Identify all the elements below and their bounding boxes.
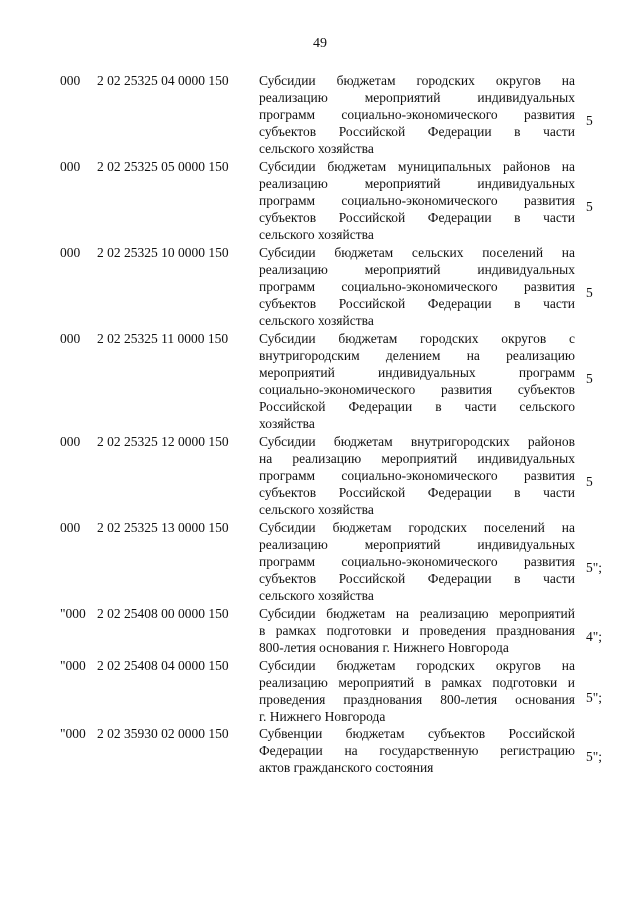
budget-classification-code: 2 02 35930 02 0000 150 <box>97 726 229 741</box>
admin-code: 000 <box>60 520 81 535</box>
description-line: субъектов Российской Федерации в части <box>259 571 575 587</box>
description-line: на реализацию мероприятий индивидуальных <box>259 451 575 467</box>
income-description <box>259 433 575 518</box>
description-line: сельского хозяйства <box>259 313 374 329</box>
description-line: реализацию мероприятий в рамках подготовки и <box>259 675 575 691</box>
description-line: сельского хозяйства <box>259 227 374 243</box>
description-line: социально-экономического развития субъектов <box>259 382 575 398</box>
description-line: реализацию мероприятий индивидуальных <box>259 262 575 278</box>
budget-classification-code: 2 02 25408 04 0000 150 <box>97 658 229 673</box>
description-line: Субсидии бюджетам муниципальных районов на <box>259 159 575 174</box>
description-line: хозяйства <box>259 416 315 432</box>
admin-code: "000 <box>60 726 86 741</box>
normative-value: 4"; <box>586 629 603 645</box>
description-line: актов гражданского состояния <box>259 760 434 776</box>
description-line: Субвенции бюджетам субъектов Российской <box>259 726 575 741</box>
admin-code: 000 <box>60 159 81 174</box>
budget-classification-code: 2 02 25325 05 0000 150 <box>97 159 229 174</box>
description-line: сельского хозяйства <box>259 141 374 157</box>
budget-classification-code: 2 02 25408 00 0000 150 <box>97 606 229 621</box>
income-description <box>259 519 575 604</box>
description-line: сельского хозяйства <box>259 502 374 518</box>
description-line: субъектов Российской Федерации в части <box>259 296 575 312</box>
description-line: программ социально-экономического развития <box>259 193 575 209</box>
description-line: Субсидии бюджетам внутригородских районов <box>259 434 575 449</box>
description-line: Субсидии бюджетам городских округов на <box>259 658 575 673</box>
description-line: Субсидии бюджетам сельских поселений на <box>259 245 575 260</box>
description-line: г. Нижнего Новгорода <box>259 709 386 725</box>
description-line: Субсидии бюджетам городских округов с <box>259 331 575 346</box>
description-line: программ социально-экономического развития <box>259 554 575 570</box>
budget-classification-code: 2 02 25325 04 0000 150 <box>97 73 229 88</box>
description-line: реализацию мероприятий индивидуальных <box>259 176 575 192</box>
description-line: 800-летия основания г. Нижнего Новгорода <box>259 640 509 656</box>
income-description <box>259 158 575 243</box>
description-line: Субсидии бюджетам городских поселений на <box>259 520 575 535</box>
description-line: реализацию мероприятий индивидуальных <box>259 90 575 106</box>
description-line: Российской Федерации в части сельского <box>259 399 575 415</box>
description-line: субъектов Российской Федерации в части <box>259 124 575 140</box>
admin-code: "000 <box>60 606 86 621</box>
admin-code: 000 <box>60 73 81 88</box>
description-line: программ социально-экономического развития <box>259 107 575 123</box>
normative-value: 5"; <box>586 560 603 576</box>
description-line: Субсидии бюджетам городских округов на <box>259 73 575 88</box>
description-line: реализацию мероприятий индивидуальных <box>259 537 575 553</box>
income-description <box>259 330 575 433</box>
description-line: программ социально-экономического развития <box>259 468 575 484</box>
admin-code: "000 <box>60 658 86 673</box>
normative-value: 5 <box>586 113 593 129</box>
description-line: Субсидии бюджетам на реализацию мероприятий <box>259 606 575 621</box>
normative-value: 5"; <box>586 749 603 765</box>
description-line: внутригородским делением на реализацию <box>259 348 575 364</box>
budget-classification-code: 2 02 25325 12 0000 150 <box>97 434 229 449</box>
income-description <box>259 244 575 329</box>
normative-value: 5 <box>586 199 593 215</box>
description-line: субъектов Российской Федерации в части <box>259 210 575 226</box>
page-number: 49 <box>313 36 327 51</box>
admin-code: 000 <box>60 331 81 346</box>
description-line: сельского хозяйства <box>259 588 374 604</box>
income-description <box>259 657 575 725</box>
normative-value: 5 <box>586 474 593 490</box>
description-line: субъектов Российской Федерации в части <box>259 485 575 501</box>
normative-value: 5 <box>586 285 593 301</box>
income-description <box>259 605 575 656</box>
budget-classification-code: 2 02 25325 10 0000 150 <box>97 245 229 260</box>
description-line: программ социально-экономического развития <box>259 279 575 295</box>
description-line: в рамках подготовки и проведения празднования <box>259 623 575 639</box>
income-description <box>259 725 575 776</box>
description-line: Федерации на государственную регистрацию <box>259 743 575 759</box>
admin-code: 000 <box>60 434 81 449</box>
budget-classification-code: 2 02 25325 13 0000 150 <box>97 520 229 535</box>
income-description <box>259 72 575 157</box>
admin-code: 000 <box>60 245 81 260</box>
normative-value: 5"; <box>586 689 603 705</box>
normative-value: 5 <box>586 371 593 387</box>
budget-classification-code: 2 02 25325 11 0000 150 <box>97 331 229 346</box>
description-line: проведения празднования 800-летия основания <box>259 692 575 708</box>
description-line: мероприятий индивидуальных программ <box>259 365 575 381</box>
